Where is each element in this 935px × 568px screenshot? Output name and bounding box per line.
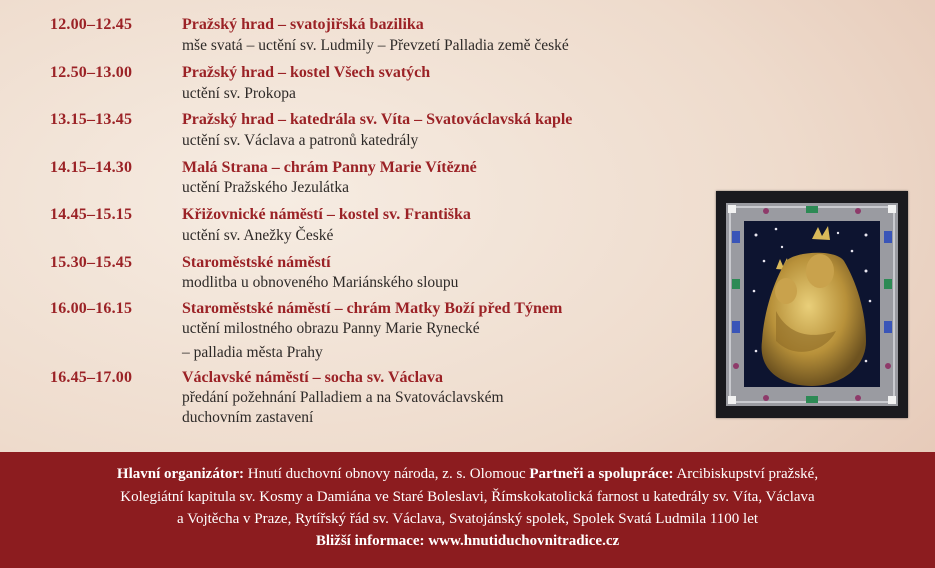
footer-line-4 bbox=[0, 533, 935, 550]
place: Malá Strana – chrám Panny Marie Vítězné bbox=[182, 159, 477, 176]
time: 14.15–14.30 bbox=[50, 159, 133, 176]
time: 12.00–12.45 bbox=[50, 16, 133, 33]
description: modlitba u obnoveného Mariánského sloupu bbox=[182, 274, 459, 291]
time: 16.45–17.00 bbox=[50, 369, 133, 386]
description-continued: – palladia města Prahy bbox=[182, 344, 323, 361]
description: mše svatá – uctění sv. Ludmily – Převzetí Palladia země české bbox=[182, 37, 569, 54]
time: 14.45–15.15 bbox=[50, 206, 133, 223]
place: Pražský hrad – svatojiřská bazilika bbox=[182, 16, 424, 33]
madonna-icon-image bbox=[716, 191, 908, 418]
footer-line-1 bbox=[0, 466, 935, 483]
time: 13.15–13.45 bbox=[50, 111, 133, 128]
description: uctění sv. Václava a patronů katedrály bbox=[182, 132, 419, 149]
place: Křižovnické náměstí – kostel sv. Františka bbox=[182, 206, 471, 223]
place: Staroměstské náměstí bbox=[182, 254, 331, 271]
description: uctění sv. Prokopa bbox=[182, 85, 296, 102]
time: 16.00–16.15 bbox=[50, 300, 133, 317]
place: Václavské náměstí – socha sv. Václava bbox=[182, 369, 444, 386]
info-label: Bližší informace: bbox=[315, 533, 425, 549]
place: Staroměstské náměstí – chrám Matky Boží před Týnem bbox=[182, 300, 563, 317]
partners-label: Partneři a spolupráce: bbox=[529, 466, 674, 482]
time: 12.50–13.00 bbox=[50, 64, 133, 81]
description: uctění milostného obrazu Panny Marie Rynecké bbox=[182, 320, 480, 337]
organizer-text: Hnutí duchovní obnovy národa, z. s. Olomouc bbox=[244, 466, 530, 482]
description: předání požehnání Palladiem a na Svatováclavském bbox=[182, 389, 504, 406]
footer bbox=[0, 452, 935, 568]
description: uctění Pražského Jezulátka bbox=[182, 179, 349, 196]
place: Pražský hrad – katedrála sv. Víta – Svatováclavská kaple bbox=[182, 111, 573, 128]
description-continued: duchovním zastavení bbox=[182, 409, 314, 426]
partners-text: Arcibiskupství pražské, bbox=[673, 466, 819, 482]
info-link[interactable]: www.hnutiduchovnitradice.cz bbox=[424, 533, 620, 549]
footer-line-3: a Vojtěcha v Praze, Rytířský řád sv. Václava, Svatojánský spolek, Spolek Svatá Ludmila 1100 let bbox=[176, 511, 759, 527]
place: Pražský hrad – kostel Všech svatých bbox=[182, 64, 431, 81]
description: uctění sv. Anežky České bbox=[182, 227, 334, 244]
footer-line-2: Kolegiátní kapitula sv. Kosmy a Damiána ve Staré Boleslavi, Římskokatolická farnost u katedrály sv. Víta, Václava bbox=[120, 489, 815, 505]
madonna-icon bbox=[716, 191, 908, 418]
organizer-label: Hlavní organizátor: bbox=[116, 466, 244, 482]
time: 15.30–15.45 bbox=[50, 254, 133, 271]
